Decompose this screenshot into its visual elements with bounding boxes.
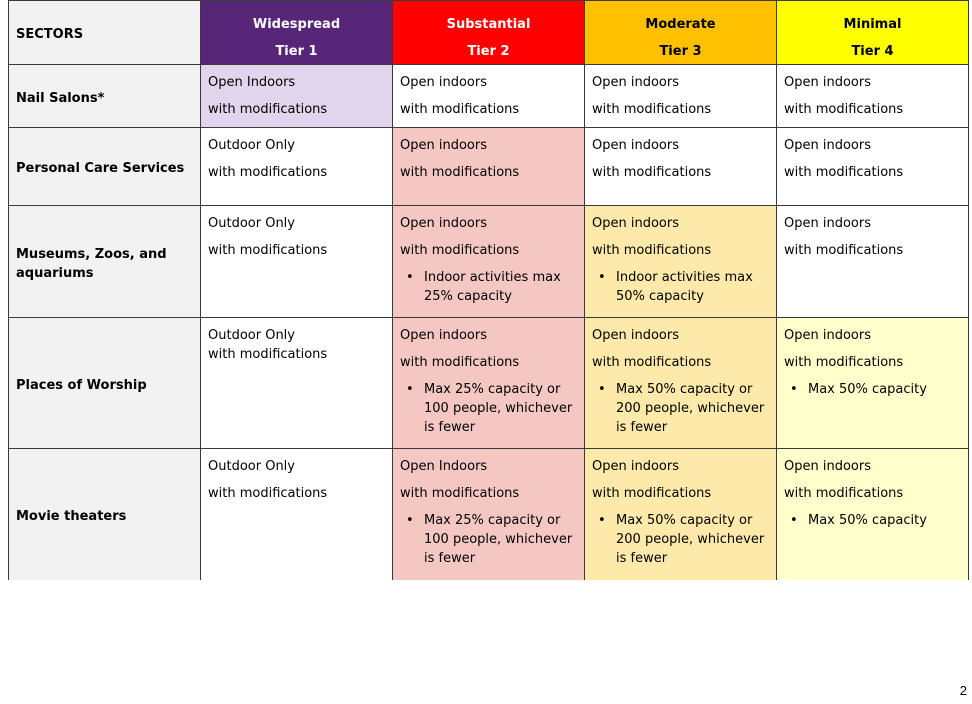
bullet-list — [400, 380, 577, 437]
cell-line: with modifications — [208, 347, 328, 362]
bullet-list — [400, 268, 577, 306]
tier-cell — [585, 127, 777, 205]
cell-line: with modifications — [400, 486, 520, 501]
cell-line: with modifications — [592, 486, 712, 501]
cell-line: with modifications — [592, 243, 712, 258]
cell-line: Outdoor Only — [208, 216, 295, 231]
tier-cell — [393, 317, 585, 448]
tier-cell — [201, 205, 393, 317]
bullet-item: • Indoor activities max 25% capacity — [400, 268, 577, 306]
tier-label: Tier 2 — [467, 44, 510, 59]
tier-name: Moderate — [645, 17, 716, 32]
bullet-item: • Max 50% capacity or 200 people, whichever is fewer — [592, 511, 769, 568]
cell-line: with modifications — [208, 102, 328, 117]
cell-line: with modifications — [400, 355, 520, 370]
cell-line: Outdoor Only — [208, 138, 295, 153]
cell-line: Open indoors — [400, 328, 487, 343]
cell-line: with modifications — [400, 243, 520, 258]
cell-line: Open indoors — [400, 216, 487, 231]
tier-cell — [585, 317, 777, 448]
cell-line: Open Indoors — [208, 75, 296, 90]
tier-label: Tier 1 — [275, 44, 318, 59]
bullet-list — [592, 380, 769, 437]
tier-header-2 — [393, 0, 585, 64]
cell-line: with modifications — [208, 165, 328, 180]
tier-header-1 — [201, 0, 393, 64]
sector-name: Nail Salons* — [9, 64, 201, 127]
sectors-header-cell: SECTORS — [9, 0, 201, 64]
sector-name: Movie theaters — [9, 448, 201, 580]
tier-cell — [777, 64, 969, 127]
tier-name: Minimal — [843, 17, 902, 32]
bullet-list — [400, 511, 577, 568]
bullet-item: • Max 25% capacity or 100 people, whichever is fewer — [400, 511, 577, 568]
cell-line: Open indoors — [592, 216, 679, 231]
cell-line: Open indoors — [784, 459, 871, 474]
tier-cell — [777, 205, 969, 317]
bullet-list — [592, 511, 769, 568]
tier-cell — [585, 64, 777, 127]
cell-line: Open indoors — [592, 328, 679, 343]
cell-line: Open indoors — [400, 138, 487, 153]
cell-line: with modifications — [400, 102, 520, 117]
bullet-item: • Max 50% capacity or 200 people, whichever is fewer — [592, 380, 769, 437]
tier-cell — [393, 205, 585, 317]
page-number: 2 — [959, 683, 967, 698]
cell-line: with modifications — [784, 486, 904, 501]
cell-line: with modifications — [208, 486, 328, 501]
tier-header-4 — [777, 0, 969, 64]
cell-line: Open indoors — [784, 328, 871, 343]
bullet-list — [784, 380, 961, 399]
cell-line: with modifications — [592, 355, 712, 370]
tier-cell — [201, 317, 393, 448]
tier-name: Widespread — [252, 17, 341, 32]
bullet-item: • Indoor activities max 50% capacity — [592, 268, 769, 306]
cell-line: Open indoors — [592, 138, 679, 153]
sectors-tier-table — [8, 0, 968, 580]
tier-cell — [393, 448, 585, 580]
bullet-item: • Max 50% capacity — [784, 511, 961, 530]
bullet-item: • Max 25% capacity or 100 people, whichever is fewer — [400, 380, 577, 437]
cell-line: Open indoors — [784, 75, 871, 90]
tier-name: Substantial — [446, 17, 531, 32]
cell-line: Outdoor Only — [208, 459, 295, 474]
sector-name: Personal Care Services — [9, 127, 201, 205]
tier-cell — [393, 64, 585, 127]
cell-line: Outdoor Only — [208, 328, 295, 343]
tier-cell — [777, 317, 969, 448]
bullet-list — [592, 268, 769, 306]
cell-line: with modifications — [784, 102, 904, 117]
sector-name: Places of Worship — [9, 317, 201, 448]
cell-line: Open indoors — [784, 138, 871, 153]
tier-cell — [393, 127, 585, 205]
cell-line: with modifications — [592, 102, 712, 117]
tier-cell — [585, 448, 777, 580]
tier-cell — [201, 127, 393, 205]
tier-header-3 — [585, 0, 777, 64]
cell-line: Open indoors — [592, 75, 679, 90]
cell-line: with modifications — [784, 243, 904, 258]
cell-line: with modifications — [400, 165, 520, 180]
tier-label: Tier 3 — [659, 44, 702, 59]
tier-cell — [201, 448, 393, 580]
tier-label: Tier 4 — [851, 44, 894, 59]
bullet-list — [784, 511, 961, 530]
cell-line: with modifications — [784, 355, 904, 370]
sector-name: Museums, Zoos, and aquariums — [9, 205, 201, 317]
cell-line: Open indoors — [784, 216, 871, 231]
cell-line: Open indoors — [592, 459, 679, 474]
cell-line: with modifications — [208, 243, 328, 258]
bullet-item: • Max 50% capacity — [784, 380, 961, 399]
tier-cell — [777, 448, 969, 580]
tier-cell — [585, 205, 777, 317]
cell-line: Open Indoors — [400, 459, 488, 474]
tier-cell — [201, 64, 393, 127]
cell-line: with modifications — [784, 165, 904, 180]
cell-line: Open indoors — [400, 75, 487, 90]
cell-line: with modifications — [592, 165, 712, 180]
tier-cell — [777, 127, 969, 205]
